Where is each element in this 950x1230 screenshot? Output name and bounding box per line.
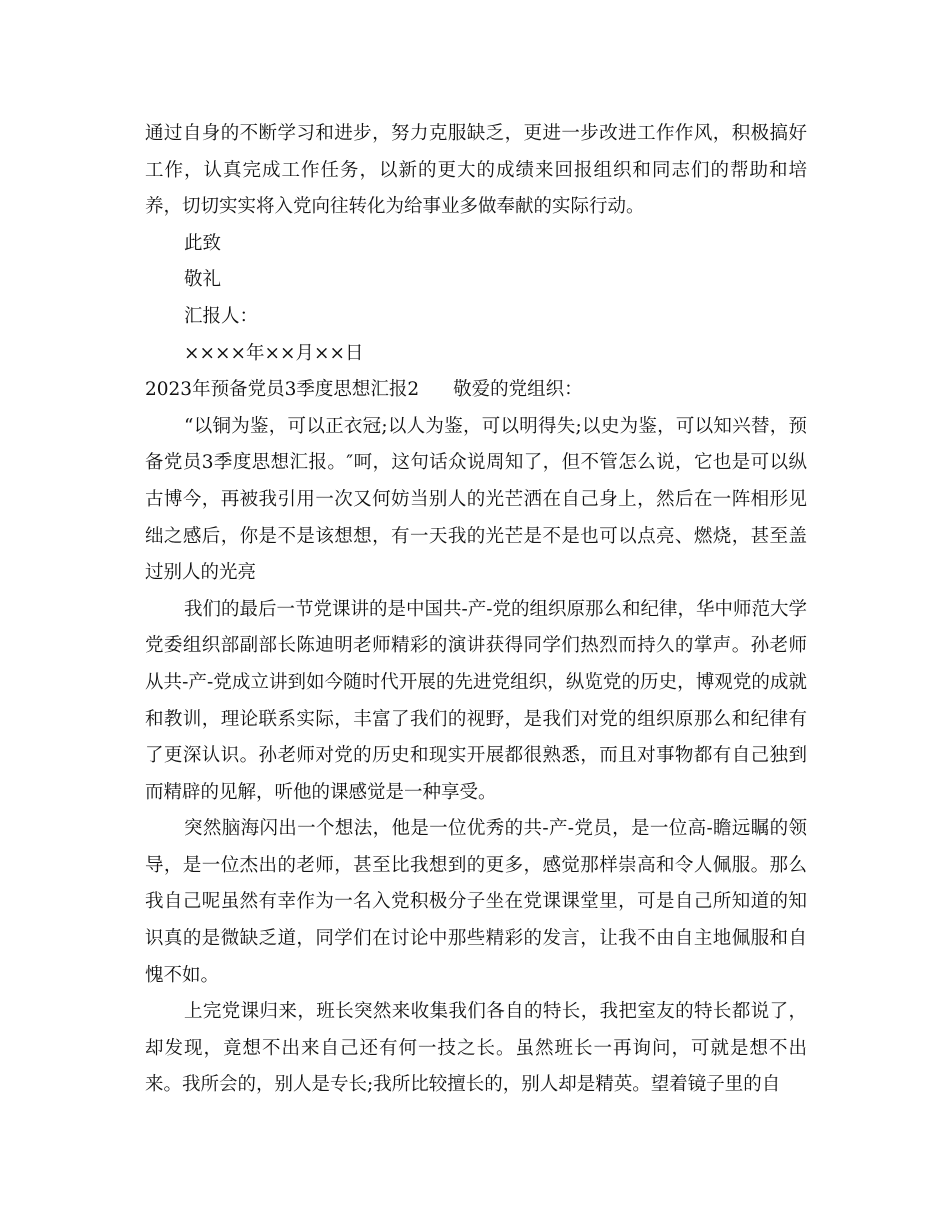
document-body: [145, 116, 807, 1104]
salutation: 敬爱的党组织：: [453, 379, 583, 401]
body-paragraph-1: “以铜为鉴，可以正衣冠;以人为鉴，可以明得失;以史为鉴，可以知兴替，预备党员3季度思想汇报。″呵，这句话众说周知了，但不管怎么说，它也是可以纵古博今，再被我引用一次又何妨当别人的光芒洒在自己身上，然后在一阵相形见绌之感后，你是不是该想想，有一天我的光芒是不是也可以点亮、燃烧，甚至盖过别人的光亮: [145, 415, 807, 584]
body-paragraph-4: 上完党课归来，班长突然来收集我们各自的特长，我把室友的特长都说了，却发现，竟想不出来自己还有何一技之长。虽然班长一再询问，可就是想不出来。我所会的，别人是专长;我所比较擅长的，别人却是精英。望着镜子里的自: [145, 1001, 807, 1096]
report-date: ××××年××月××日: [184, 342, 364, 364]
body-paragraph-3: 突然脑海闪出一个想法，他是一位优秀的共-产-党员，是一位高-瞻远瞩的领导，是一位杰出的老师，甚至比我想到的更多，感觉那样崇高和令人佩服。那么我自己呢虽然有幸作为一名入党积极分子坐在党课课堂里，可是自己所知道的知识真的是微缺乏道，同学们在讨论中那些精彩的发言，让我不由自主地佩服和自愧不如。: [145, 818, 807, 986]
closing-cizhi: 此致: [184, 232, 222, 254]
section-heading: [145, 372, 807, 409]
reporter-label: 汇报人：: [184, 305, 259, 327]
closing-paragraph: 通过自身的不断学习和进步，努力克服缺乏，更进一步改进工作作风，积极搞好工作，认真完成工作任务，以新的更大的成绩来回报组织和同志们的帮助和培养，切切实实将入党向往转化为给事业多做奉献的实际行动。: [145, 123, 807, 218]
closing-jingli: 敬礼: [184, 269, 222, 291]
body-paragraph-2: 我们的最后一节党课讲的是中国共-产-党的组织原那么和纪律，华中师范大学党委组织部副部长陈迪明老师精彩的演讲获得同学们热烈而持久的掌声。孙老师从共-产-党成立讲到如今随时代开展的先进党组织，纵览党的历史，博观党的成就和教训，理论联系实际，丰富了我们的视野，是我们对党的组织原那么和纪律有了更深认识。孙老师对党的历史和现实开展都很熟悉，而且对事物都有自己独到而精辟的见解，听他的课感觉是一种享受。: [145, 598, 808, 803]
section-title: 2023年预备党员3季度思想汇报2: [145, 379, 420, 401]
